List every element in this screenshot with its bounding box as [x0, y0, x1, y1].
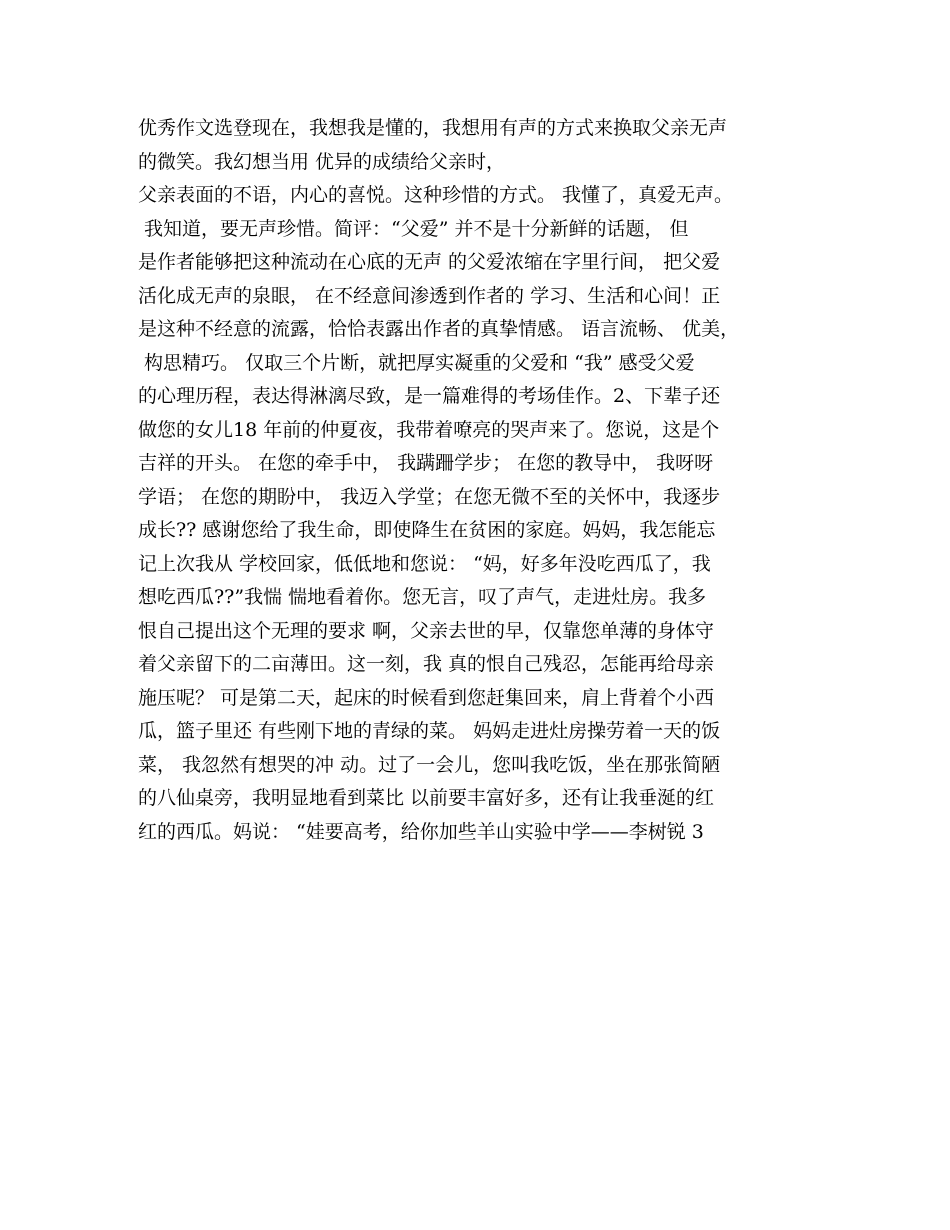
text-line: 是作者能够把这种流动在心底的无声 的父爱浓缩在字里行间， 把父爱	[138, 251, 721, 273]
text-line: 成长?? 感谢您给了我生命，即使降生在贫困的家庭。妈妈，我怎能忘	[138, 519, 716, 541]
text-line: 构思精巧。 仅取三个片断，就把厚实凝重的父爱和 “我” 感受父爱	[138, 351, 695, 374]
text-line: 菜， 我忽然有想哭的冲 动。过了一会儿，您叫我吃饭，坐在那张简陋	[138, 753, 721, 776]
text-line: 吉祥的开头。 在您的牵手中， 我蹒跚学步； 在您的教导中， 我呀呀	[138, 452, 714, 474]
text-line: 做您的女儿18 年前的仲夏夜，我带着嘹亮的哭声来了。您说，这是个	[138, 418, 720, 441]
text-line: 是这种不经意的流露，恰恰表露出作者的真挚情感。 语言流畅、 优美，	[138, 318, 740, 340]
essay-body	[138, 112, 838, 849]
text-line: 恨自己提出这个无理的要求 啊，父亲去世的早，仅靠您单薄的身体守	[138, 619, 715, 642]
text-line: 父亲表面的不语，内心的喜悦。这种珍惜的方式。 我懂了，真爱无声。	[138, 184, 734, 206]
text-line: 学语； 在您的期盼中， 我迈入学堂；在您无微不至的关怀中，我逐步	[138, 485, 721, 508]
text-line: 记上次我从 学校回家，低低地和您说： “妈，好多年没吃西瓜了，我	[138, 552, 711, 575]
text-line: 我知道，要无声珍惜。简评：“父爱” 并不是十分新鲜的话题， 但	[138, 217, 689, 240]
text-line: 红的西瓜。妈说： “娃要高考，给你加些羊山实验中学——李树锐 3	[138, 820, 704, 843]
text-line: 施压呢？ 可是第二天，起床的时候看到您赶集回来，肩上背着个小西	[138, 686, 715, 709]
text-line: 想吃西瓜??”我惴 惴地看着你。您无言，叹了声气，走进灶房。我多	[138, 586, 707, 608]
text-line: 活化成无声的泉眼， 在不经意间渗透到作者的 学习、生活和心间！正	[138, 284, 721, 307]
text-line: 的微笑。我幻想当用 优异的成绩给父亲时，	[138, 150, 506, 173]
text-line: 瓜，篮子里还 有些刚下地的青绿的菜。 妈妈走进灶房操劳着一天的饭	[138, 720, 721, 742]
text-line: 着父亲留下的二亩薄田。这一刻，我 真的恨自己残忍，怎能再给母亲	[138, 653, 715, 675]
text-line: 的心理历程，表达得淋漓尽致，是一篇难得的考场佳作。2、下辈子还	[138, 385, 721, 407]
text-line: 的八仙桌旁，我明显地看到菜比 以前要丰富好多，还有让我垂涎的红	[138, 787, 715, 809]
text-line: 优秀作文选登现在，我想我是懂的，我想用有声的方式来换取父亲无声	[138, 117, 728, 139]
